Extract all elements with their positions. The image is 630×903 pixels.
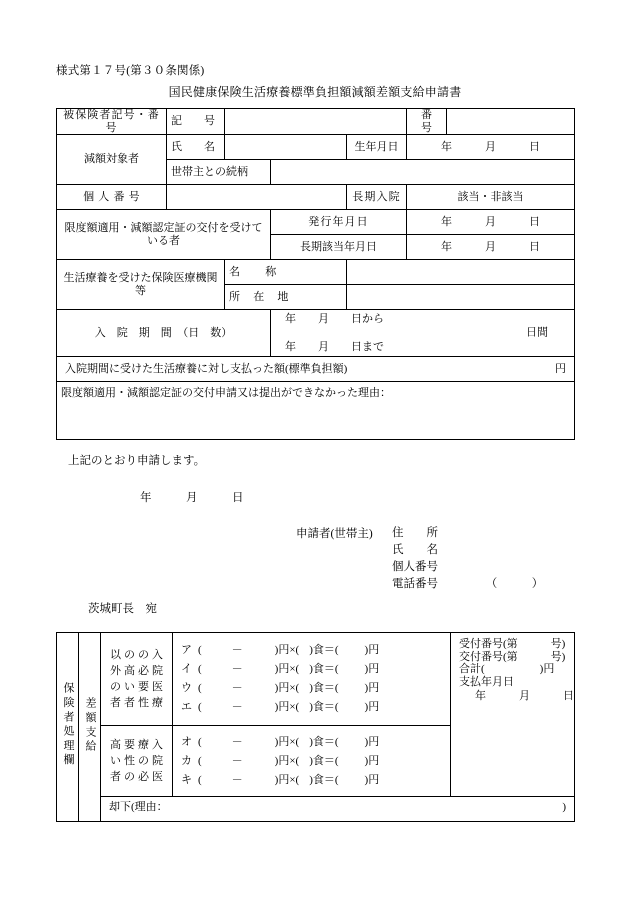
applicant-individual-number-label: 個人番号	[392, 561, 438, 573]
page-title: 国民健康保険生活療養標準負担額減額差額支給申請書	[168, 85, 462, 99]
applicant-label: 申請者(世帯主)	[296, 528, 373, 540]
form-number: 様式第１７号(第３０条関係)	[56, 65, 205, 77]
applicant-phone-row[interactable]	[392, 576, 543, 593]
applicant-name-label: 氏 名	[392, 544, 438, 556]
name-value-field[interactable]	[225, 135, 347, 160]
institution-name-field[interactable]	[347, 260, 575, 285]
payment-date-label: 支払年月日	[459, 675, 514, 688]
applicant-address-label: 住 所	[392, 527, 438, 539]
institution-label: 生活療養を受けた保険医療機関等	[57, 260, 225, 310]
issue-date-value-field[interactable]: 年 月 日	[407, 210, 575, 235]
proc-row-rejection	[57, 797, 575, 822]
birthdate-label: 生年月日	[347, 135, 407, 160]
formula-row[interactable]: キ ( － )円×( )食＝( )円	[181, 773, 380, 786]
formula-row[interactable]: イ ( － )円×( )食＝( )円	[181, 663, 380, 675]
difference-payment-label: 差額支給	[79, 633, 101, 822]
table-row-paid-amount	[57, 357, 575, 382]
individual-number-value-field[interactable]	[167, 185, 347, 210]
name-label: 氏 名	[167, 135, 225, 160]
group-b-vertical-text: 入 院 医 療 の 必 要 性 の 高 い 者	[110, 739, 163, 783]
insurer-processing-label: 保険者処理欄	[57, 633, 79, 822]
individual-number-label: 個人番号	[57, 185, 167, 210]
rejection-field[interactable]	[101, 797, 575, 822]
insurer-processing-table	[56, 632, 575, 822]
proc-row-group-a	[57, 633, 575, 726]
applicant-phone-label: 電話番号	[392, 578, 438, 590]
rejection-close: )	[562, 801, 566, 813]
table-row-issue-date	[57, 210, 575, 235]
formula-row[interactable]: カ ( － )円×( )食＝( )円	[181, 754, 380, 767]
reason-field[interactable]: 限度額適用・減額認定証の交付申請又は提出ができなかった理由：	[57, 382, 575, 440]
period-to: 年 月 日まで	[285, 340, 384, 353]
applicant-name-row[interactable]	[392, 542, 543, 559]
group-a-vertical-text: 入 院 医 療 の 必 要 性 の 高 い 者 以 外 の 者	[110, 649, 163, 709]
formula-row[interactable]: エ ( － )円×( )食＝( )円	[181, 701, 380, 713]
rejection-label: 却下(理由：	[109, 801, 168, 813]
institution-address-field[interactable]	[347, 285, 575, 310]
table-row-reason	[57, 382, 575, 440]
long-term-date-label: 長期該当年月日	[271, 235, 407, 260]
total-amount: 合計( )円	[459, 663, 555, 676]
symbol-label: 記 号	[167, 109, 225, 135]
table-row-insured-number	[57, 109, 575, 135]
period-days-label: 日間	[526, 326, 548, 339]
formula-row[interactable]: ウ ( － )円×( )食＝( )円	[181, 682, 380, 694]
table-row-individual-number	[57, 185, 575, 210]
paid-amount-row[interactable]	[57, 357, 575, 382]
long-term-hospitalization-label: 長期入院	[347, 185, 407, 210]
declaration-text: 上記のとおり申請します。	[68, 455, 206, 467]
number-label: 番 号	[407, 109, 447, 135]
hospitalization-period-label: 入 院 期 間 （日 数）	[57, 310, 271, 357]
applicant-phone-value: （ ）	[485, 578, 544, 590]
group-b-label	[101, 726, 173, 797]
addressee: 茨城町長 宛	[88, 603, 157, 615]
applicant-information-table	[56, 108, 575, 440]
reduction-target-person-label: 減額対象者	[57, 135, 167, 185]
relationship-value-field[interactable]	[271, 160, 575, 185]
table-row-hospitalization-period	[57, 310, 575, 357]
issue-number: 交付番号(第 号)	[459, 650, 566, 663]
table-row-institution-name	[57, 260, 575, 285]
applicant-individual-number-row[interactable]	[392, 559, 543, 576]
hospitalization-period-field[interactable]	[271, 310, 575, 357]
formula-row[interactable]: オ ( － )円×( )食＝( )円	[181, 735, 380, 748]
relationship-label: 世帯主との続柄	[167, 160, 271, 185]
declaration-date[interactable]: 年 月 日	[140, 492, 244, 504]
symbol-value-field[interactable]	[225, 109, 407, 135]
formula-row[interactable]: ア ( － )円×( )食＝( )円	[181, 644, 380, 656]
number-value-field[interactable]	[447, 109, 575, 135]
long-term-hospitalization-value[interactable]: 該当・非該当	[407, 185, 575, 210]
group-a-label	[101, 633, 173, 726]
reception-number: 受付番号(第 号)	[459, 638, 566, 650]
applicant-fields	[392, 525, 543, 593]
insured-symbol-number-label: 被保険者記号・番号	[57, 109, 167, 135]
payment-date-value: 年 月 日	[475, 689, 574, 702]
table-row-name	[57, 135, 575, 160]
receipt-column[interactable]	[451, 633, 575, 797]
long-term-date-value-field[interactable]: 年 月 日	[407, 235, 575, 260]
paid-amount-unit: 円	[555, 362, 566, 375]
certificate-holder-label: 限度額適用・減額認定証の交付を受けている者	[57, 210, 271, 260]
institution-address-label: 所 在 地	[225, 285, 347, 310]
applicant-address-row[interactable]	[392, 525, 543, 542]
group-a-formulas[interactable]	[173, 633, 451, 726]
institution-name-label: 名 称	[225, 260, 347, 285]
period-from: 年 月 日から	[285, 313, 384, 326]
issue-date-label: 発行年月日	[271, 210, 407, 235]
paid-amount-label: 入院期間に受けた生活療養に対し支払った額(標準負担額)	[65, 362, 348, 375]
birthdate-value-field[interactable]: 年 月 日	[407, 135, 575, 160]
group-b-formulas[interactable]	[173, 726, 451, 797]
